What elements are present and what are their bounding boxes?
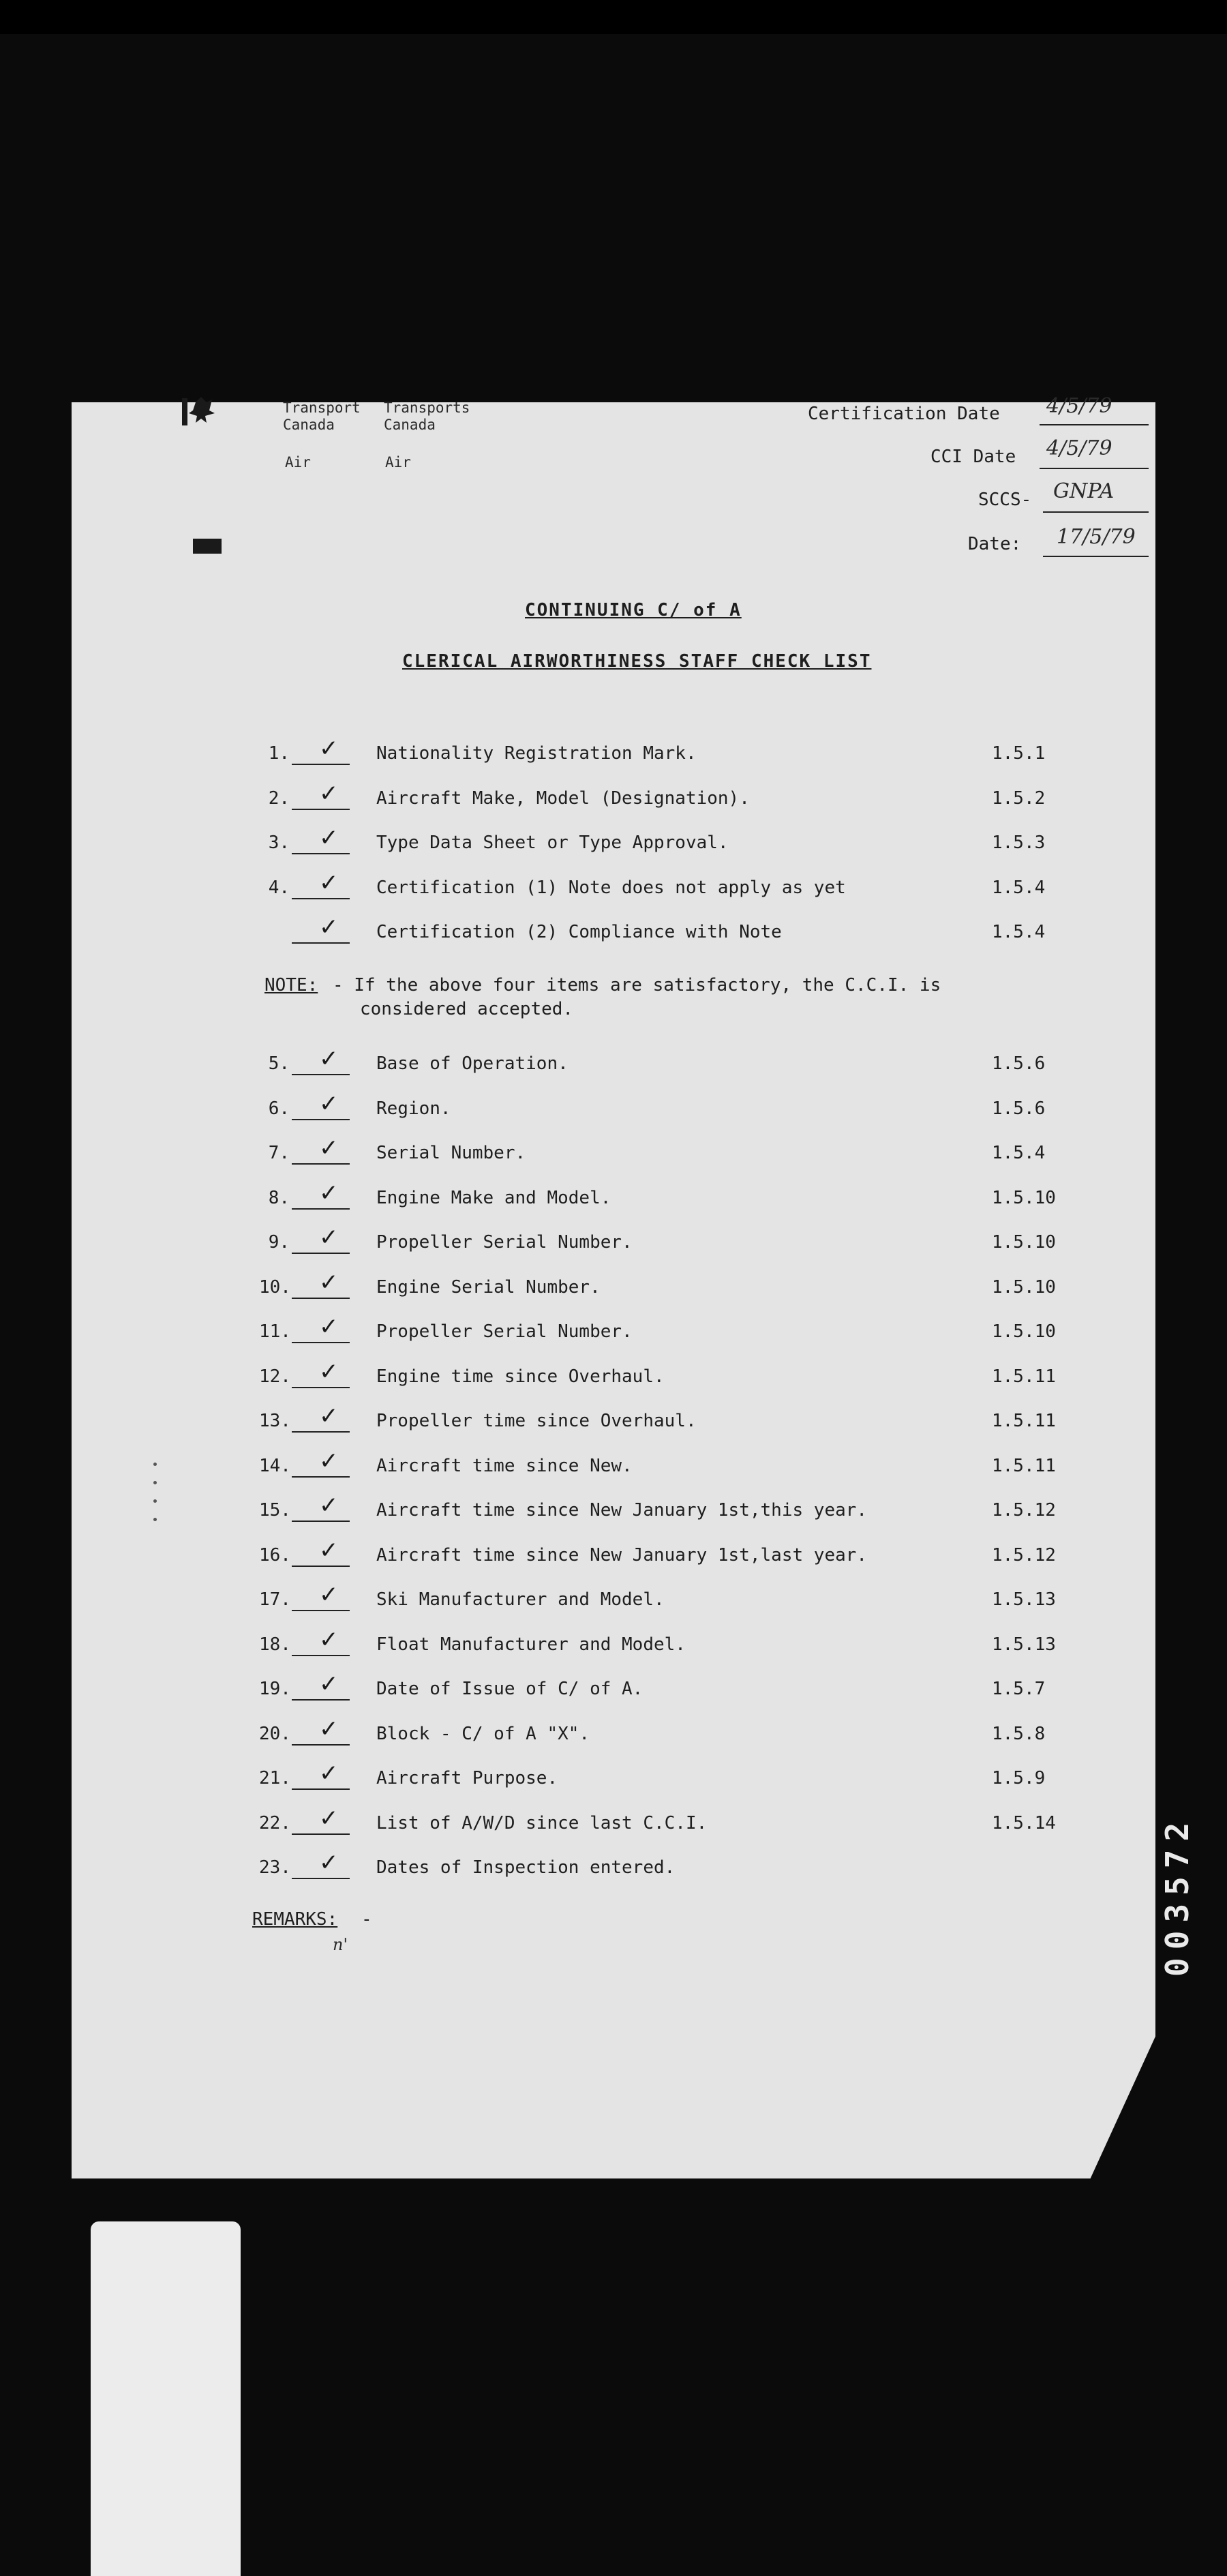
binder-dot xyxy=(153,1463,157,1466)
cci-date-value: 4/5/79 xyxy=(1046,436,1112,460)
check-blank-line xyxy=(292,1744,350,1746)
note-label: NOTE: xyxy=(264,975,318,995)
note-line1: - If the above four items are satisfactory, the C.C.I. is xyxy=(333,975,941,995)
cert-date-label: Certification Date xyxy=(808,404,1000,424)
sccs-label: SCCS- xyxy=(978,490,1032,510)
dept-left-line3: Air xyxy=(285,454,311,470)
item-reference: 1.5.9 xyxy=(992,1768,1046,1788)
check-blank-line xyxy=(292,1878,350,1879)
item-reference: 1.5.6 xyxy=(992,1053,1046,1074)
item-reference: 1.5.13 xyxy=(992,1634,1056,1655)
checkmark-icon: ✓ xyxy=(319,1492,339,1519)
item-number: 14. xyxy=(259,1455,291,1476)
item-reference: 1.5.1 xyxy=(992,743,1046,764)
check-blank-line xyxy=(292,1208,350,1210)
item-description: List of A/W/D since last C.C.I. xyxy=(376,1812,708,1833)
continuing-title: CONTINUING C/ of A xyxy=(525,600,742,620)
check-blank-line xyxy=(292,1431,350,1433)
item-reference: 1.5.7 xyxy=(992,1679,1046,1699)
binder-dot xyxy=(153,1518,157,1521)
item-description: Block - C/ of A "X". xyxy=(376,1723,590,1744)
date-line xyxy=(1043,556,1149,557)
item-number: 11. xyxy=(259,1321,291,1342)
item-reference: 1.5.4 xyxy=(992,922,1046,942)
checkmark-icon: ✓ xyxy=(319,1804,339,1832)
cci-date-line xyxy=(1040,468,1149,469)
check-blank-line xyxy=(292,1521,350,1522)
item-number: 1. xyxy=(268,743,290,764)
checkmark-icon: ✓ xyxy=(319,824,339,852)
item-number: 3. xyxy=(268,833,290,853)
checkmark-icon: ✓ xyxy=(319,1403,339,1430)
check-blank-line xyxy=(292,1566,350,1567)
checklist-title: CLERICAL AIRWORTHINESS STAFF CHECK LIST xyxy=(402,651,872,672)
dept-left-line2: Canada xyxy=(283,417,335,433)
checkmark-icon: ✓ xyxy=(319,1760,339,1787)
item-description: Aircraft Purpose. xyxy=(376,1768,558,1788)
item-number: 22. xyxy=(259,1812,291,1833)
item-description: Type Data Sheet or Type Approval. xyxy=(376,833,729,853)
item-description: Engine time since Overhaul. xyxy=(376,1366,665,1387)
item-description: Certification (2) Compliance with Note xyxy=(376,922,782,942)
item-description: Aircraft Make, Model (Designation). xyxy=(376,788,750,809)
check-blank-line xyxy=(292,1074,350,1075)
checkmark-icon: ✓ xyxy=(319,914,339,941)
item-reference: 1.5.6 xyxy=(992,1098,1046,1119)
dept-right-line1: Transports xyxy=(384,400,470,416)
item-number: 12. xyxy=(259,1366,291,1387)
remarks-dash: - xyxy=(361,1909,372,1930)
item-description: Propeller Serial Number. xyxy=(376,1232,633,1253)
checkmark-icon: ✓ xyxy=(319,1358,339,1386)
checkmark-icon: ✓ xyxy=(319,1536,339,1564)
item-reference: 1.5.10 xyxy=(992,1187,1056,1208)
checkmark-icon: ✓ xyxy=(319,1268,339,1296)
check-blank-line xyxy=(292,1253,350,1254)
item-reference: 1.5.10 xyxy=(992,1321,1056,1342)
item-description: Certification (1) Note does not apply as yet xyxy=(376,877,846,898)
check-blank-line xyxy=(292,1788,350,1790)
item-reference: 1.5.13 xyxy=(992,1589,1056,1610)
item-description: Propeller Serial Number. xyxy=(376,1321,633,1342)
cert-date-value: 4/5/79 xyxy=(1046,394,1112,418)
checkmark-icon: ✓ xyxy=(319,1626,339,1653)
dept-right-line3: Air xyxy=(385,454,411,470)
checkmark-icon: ✓ xyxy=(319,869,339,897)
item-reference: 1.5.10 xyxy=(992,1232,1056,1253)
checkmark-icon: ✓ xyxy=(319,1090,339,1118)
check-blank-line xyxy=(292,1610,350,1611)
item-reference: 1.5.3 xyxy=(992,833,1046,853)
item-number: 13. xyxy=(259,1411,291,1431)
check-blank-line xyxy=(292,1833,350,1835)
checkmark-icon: ✓ xyxy=(319,1224,339,1251)
item-description: Aircraft time since New January 1st,last year. xyxy=(376,1544,868,1566)
checkmark-icon: ✓ xyxy=(319,1849,339,1876)
item-description: Engine Make and Model. xyxy=(376,1187,611,1208)
date-value: 17/5/79 xyxy=(1057,525,1136,549)
item-description: Propeller time since Overhaul. xyxy=(376,1411,697,1431)
item-reference: 1.5.11 xyxy=(992,1366,1056,1387)
item-description: Region. xyxy=(376,1098,451,1119)
checkmark-icon: ✓ xyxy=(319,735,339,762)
redaction-mark xyxy=(193,539,222,554)
item-reference: 1.5.12 xyxy=(992,1500,1056,1521)
item-description: Date of Issue of C/ of A. xyxy=(376,1679,643,1699)
item-reference: 1.5.8 xyxy=(992,1723,1046,1744)
sccs-value: GNPA xyxy=(1053,479,1115,503)
checkmark-icon: ✓ xyxy=(319,1581,339,1608)
check-blank-line xyxy=(292,898,350,899)
item-number: 7. xyxy=(268,1143,290,1163)
item-number: 5. xyxy=(268,1053,290,1074)
item-description: Dates of Inspection entered. xyxy=(376,1857,676,1878)
item-description: Nationality Registration Mark. xyxy=(376,743,697,764)
checkmark-icon: ✓ xyxy=(319,1179,339,1207)
note-line2: considered accepted. xyxy=(360,999,574,1019)
item-description: Base of Operation. xyxy=(376,1053,569,1074)
item-number: 19. xyxy=(259,1679,291,1699)
item-number: 23. xyxy=(259,1857,291,1878)
item-number: 8. xyxy=(268,1187,290,1208)
item-description: Aircraft time since New. xyxy=(376,1455,633,1476)
item-number: 17. xyxy=(259,1589,291,1610)
binder-dot xyxy=(153,1499,157,1503)
item-number: 15. xyxy=(259,1500,291,1521)
check-blank-line xyxy=(292,942,350,944)
checkmark-icon: ✓ xyxy=(319,779,339,807)
item-number: 21. xyxy=(259,1768,291,1788)
item-number: 4. xyxy=(268,877,290,898)
item-number: 10. xyxy=(259,1276,291,1298)
check-blank-line xyxy=(292,809,350,810)
check-blank-line xyxy=(292,1387,350,1388)
item-description: Ski Manufacturer and Model. xyxy=(376,1589,665,1610)
cci-date-label: CCI Date xyxy=(930,447,1016,467)
checkmark-icon: ✓ xyxy=(319,1715,339,1743)
item-description: Float Manufacturer and Model. xyxy=(376,1634,686,1655)
item-description: Serial Number. xyxy=(376,1143,526,1163)
date-label: Date: xyxy=(968,534,1022,554)
item-reference: 1.5.11 xyxy=(992,1411,1056,1431)
film-leader-tab xyxy=(91,2221,241,2576)
check-blank-line xyxy=(292,1476,350,1478)
item-description: Engine Serial Number. xyxy=(376,1276,601,1298)
film-top-edge xyxy=(0,0,1227,34)
item-number: 6. xyxy=(268,1098,290,1119)
item-reference: 1.5.12 xyxy=(992,1544,1056,1566)
item-reference: 1.5.11 xyxy=(992,1455,1056,1476)
item-number: 16. xyxy=(259,1544,291,1566)
remarks-handwritten-mark: n' xyxy=(333,1935,348,1954)
check-blank-line xyxy=(292,853,350,854)
item-reference: 1.5.4 xyxy=(992,877,1046,898)
cert-date-line xyxy=(1040,424,1149,425)
microfilm-frame-number: 003572 xyxy=(1159,1814,1196,1977)
item-reference: 1.5.14 xyxy=(992,1812,1056,1833)
checkmark-icon: ✓ xyxy=(319,1045,339,1073)
item-reference: 1.5.2 xyxy=(992,788,1046,809)
item-number: 2. xyxy=(268,788,290,809)
binder-dot xyxy=(153,1481,157,1484)
check-blank-line xyxy=(292,764,350,765)
item-description: Aircraft time since New January 1st,this year. xyxy=(376,1500,868,1521)
canada-logo-icon xyxy=(181,395,219,431)
check-blank-line xyxy=(292,1655,350,1656)
check-blank-line xyxy=(292,1699,350,1701)
check-blank-line xyxy=(292,1342,350,1343)
item-number: 18. xyxy=(259,1634,291,1655)
remarks-label: REMARKS: xyxy=(252,1909,338,1930)
checkmark-icon: ✓ xyxy=(319,1313,339,1341)
dept-left-line1: Transport xyxy=(283,400,361,416)
checkmark-icon: ✓ xyxy=(319,1135,339,1162)
check-blank-line xyxy=(292,1163,350,1165)
item-number: 20. xyxy=(259,1723,291,1744)
item-number: 9. xyxy=(268,1232,290,1253)
check-blank-line xyxy=(292,1298,350,1299)
checkmark-icon: ✓ xyxy=(319,1447,339,1475)
checkmark-icon: ✓ xyxy=(319,1671,339,1698)
item-reference: 1.5.10 xyxy=(992,1276,1056,1298)
item-reference: 1.5.4 xyxy=(992,1143,1046,1163)
sccs-line xyxy=(1043,511,1149,513)
check-blank-line xyxy=(292,1119,350,1120)
dept-right-line2: Canada xyxy=(384,417,436,433)
